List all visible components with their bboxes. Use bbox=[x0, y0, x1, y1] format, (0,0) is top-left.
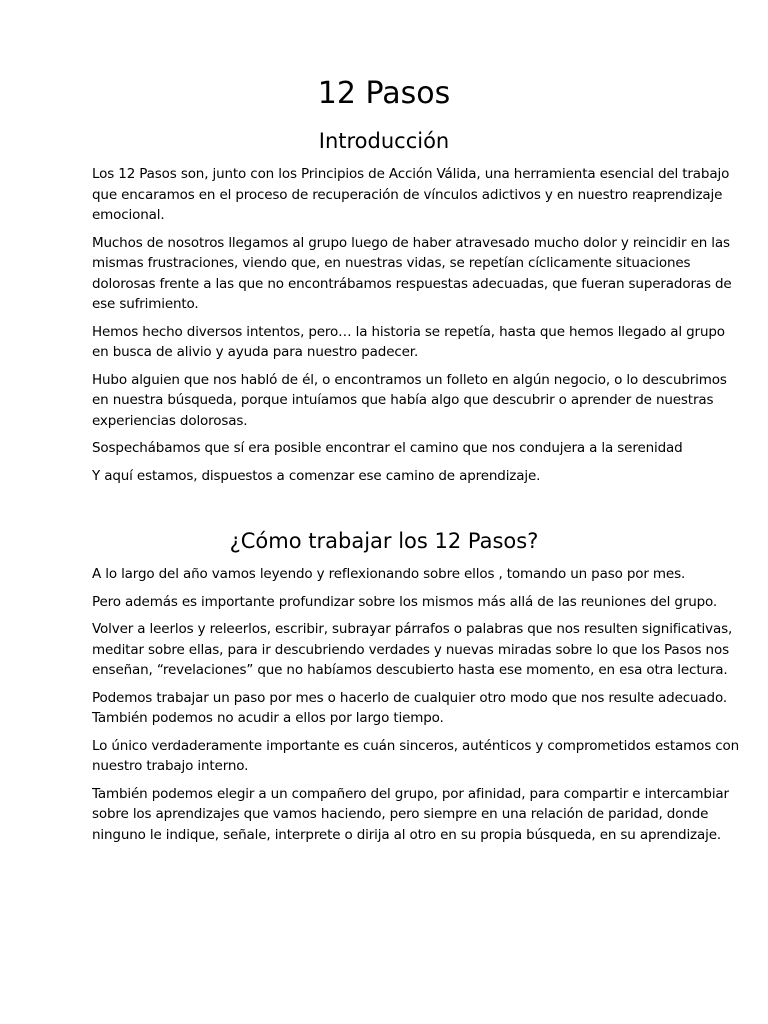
paragraph: Podemos trabajar un paso por mes o hacerlo de cualquier otro modo que nos resulte adecuado. También podemos no acudir a ellos por largo tiempo. bbox=[92, 689, 727, 726]
paragraph: Los 12 Pasos son, junto con los Principios de Acción Válida, una herramienta esencial del trabajo que encaramos en el proceso de recuperación de vínculos adictivos y en nuestro reaprendizaje emocional. bbox=[92, 166, 730, 223]
paragraph: Y aquí estamos, dispuestos a comenzar ese camino de aprendizaje. bbox=[92, 467, 541, 484]
paragraph: Hubo alguien que nos habló de él, o encontramos un folleto en algún negocio, o lo descubrimos en nuestra búsqueda, porque intuíamos que había algo que descubrir o aprender de nuestras experiencias dolorosas. bbox=[92, 371, 727, 429]
section-heading-introduccion: Introducción bbox=[318, 129, 450, 153]
section-como-trabajar bbox=[92, 564, 742, 852]
section-introduccion bbox=[92, 164, 742, 493]
paragraph: Muchos de nosotros llegamos al grupo luego de haber atravesado mucho dolor y reincidir en las mismas frustraciones, viendo que, en nuestras vidas, se repetían cíclicamente situaciones dolorosas frente a las que no encontrábamos respuestas adecuadas, que fueran superadoras de ese sufrimiento. bbox=[92, 234, 732, 312]
page-title: 12 Pasos bbox=[317, 76, 451, 111]
paragraph: Lo único verdaderamente importante es cuán sinceros, auténticos y comprometidos estamos con nuestro trabajo interno. bbox=[92, 737, 740, 774]
paragraph: Hemos hecho diversos intentos, pero… la historia se repetía, hasta que hemos llegado al grupo en busca de alivio y ayuda para nuestro padecer. bbox=[92, 323, 725, 360]
paragraph: Sospechábamos que sí era posible encontrar el camino que nos condujera a la serenidad bbox=[92, 440, 683, 456]
paragraph: También podemos elegir a un compañero del grupo, por afinidad, para compartir e intercambiar sobre los aprendizajes que vamos haciendo, pero siempre en una relación de paridad, donde ninguno le indique, señale, interprete o dirija al otro en su propia búsqueda, en su aprendizaje. bbox=[92, 785, 729, 843]
paragraph: Pero además es importante profundizar sobre los mismos más allá de las reuniones del grupo. bbox=[92, 593, 718, 610]
section-heading-como-trabajar: ¿Cómo trabajar los 12 Pasos? bbox=[229, 529, 539, 553]
paragraph: Volver a leerlos y releerlos, escribir, subrayar párrafos o palabras que nos resulten significativas, meditar sobre ellas, para ir descubriendo verdades y nuevas miradas sobre lo que los Pasos nos enseñan, “revelaciones” que no habíamos descubierto hasta ese momento, en esa otra lectura. bbox=[92, 621, 733, 678]
paragraph: A lo largo del año vamos leyendo y reflexionando sobre ellos , tomando un paso por mes. bbox=[92, 566, 686, 582]
